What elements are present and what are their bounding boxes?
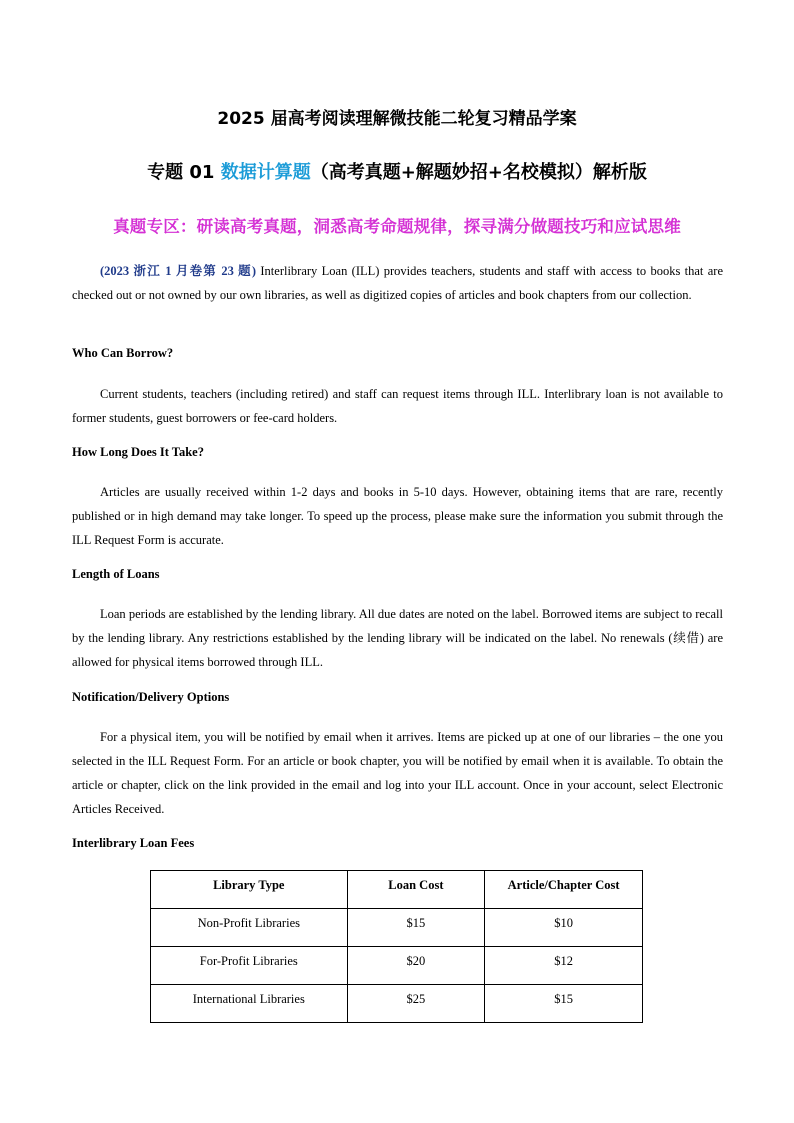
paragraph-text: Loan periods are established by the lending library. All due dates are noted on the label. Borrowed items are subject to recall by the lending library. Any restrictions established by the lending library will be indicated on the label. No renewals (续借) are allowed for physical items borrowed through ILL. <box>72 607 723 669</box>
section-paragraph <box>72 602 723 674</box>
table-cell: For-Profit Libraries <box>151 947 348 985</box>
table-header-cell: Library Type <box>151 871 348 909</box>
section-paragraph <box>72 725 723 821</box>
section-heading: Who Can Borrow? <box>72 346 174 360</box>
question-source: (2023 浙江 1 月卷第 23 题) <box>100 264 257 278</box>
table-cell: International Libraries <box>151 985 348 1023</box>
subtitle-highlight: 数据计算题 <box>220 162 311 183</box>
table-header-cell: Article/Chapter Cost <box>485 871 643 909</box>
section-heading: How Long Does It Take? <box>72 445 204 459</box>
section-paragraph <box>72 382 723 430</box>
table-cell: $12 <box>485 947 643 985</box>
table-cell: $25 <box>347 985 485 1023</box>
subtitle-suffix: （高考真题+解题妙招+名校模拟）解析版 <box>310 162 647 183</box>
topic-subtitle <box>0 158 794 184</box>
table-header-row <box>151 871 643 909</box>
subtitle-prefix: 专题 01 <box>147 162 221 183</box>
table-row <box>151 947 643 985</box>
section-heading: Length of Loans <box>72 567 160 581</box>
table-cell: $20 <box>347 947 485 985</box>
section-paragraph <box>72 480 723 552</box>
fees-table <box>150 870 643 1023</box>
table-row <box>151 985 643 1023</box>
section-heading: Interlibrary Loan Fees <box>72 836 195 850</box>
section-banner: 真题专区：研读高考真题，洞悉高考命题规律，探寻满分做题技巧和应试思维 <box>113 217 681 236</box>
table-cell: Non-Profit Libraries <box>151 909 348 947</box>
table-cell: $10 <box>485 909 643 947</box>
paragraph-text: Current students, teachers (including retired) and staff can request items through ILL. Interlibrary loan is not available to former students, guest borrowers or fee-card holders. <box>72 387 723 425</box>
table-header-cell: Loan Cost <box>347 871 485 909</box>
section-heading: Notification/Delivery Options <box>72 690 230 704</box>
paragraph-text: For a physical item, you will be notified by email when it arrives. Items are picked up at one of our libraries – the one you selected in the ILL Request Form. For an article or book chapter, you will be notified by email when it is available. To obtain the article or chapter, click on the link provided in the email and log into your ILL account. Once in your account, select Electronic Articles Received. <box>72 730 723 816</box>
intro-text: Interlibrary Loan (ILL) provides teachers, students and staff with access to books that are checked out or not owned by our own libraries, as well as digitized copies of articles and book chapters from our collection. <box>72 264 723 302</box>
paragraph-text: Articles are usually received within 1-2 days and books in 5-10 days. However, obtaining items that are rare, recently published or in high demand may take longer. To speed up the process, please make sure the information you submit through the ILL Request Form is accurate. <box>72 485 723 547</box>
table-cell: $15 <box>347 909 485 947</box>
table-row <box>151 909 643 947</box>
table-cell: $15 <box>485 985 643 1023</box>
document-title: 2025 届高考阅读理解微技能二轮复习精品学案 <box>217 109 577 129</box>
intro-paragraph <box>72 259 723 307</box>
